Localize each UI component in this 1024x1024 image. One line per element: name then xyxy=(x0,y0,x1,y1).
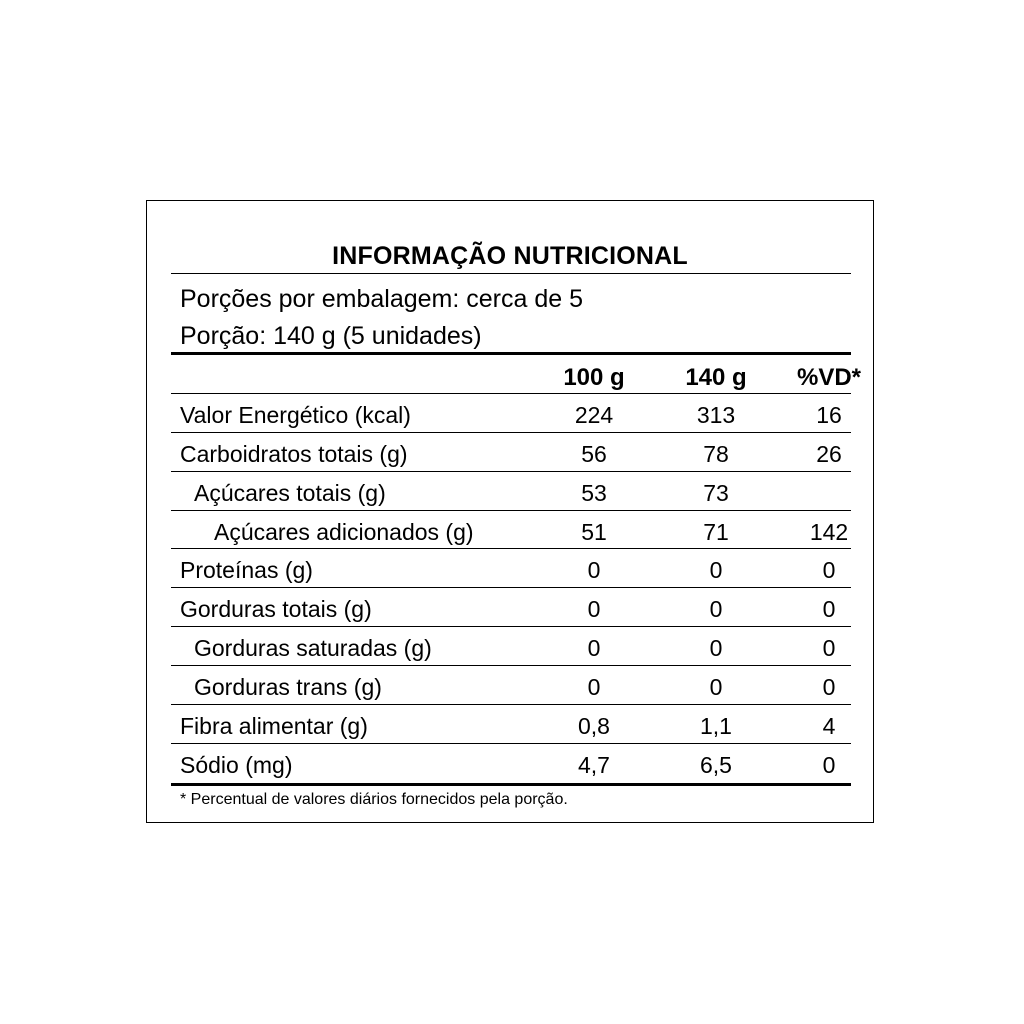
value-per-serving: 71 xyxy=(703,519,729,545)
value-per-serving: 0 xyxy=(709,557,723,583)
column-header-per-serving: 140 g xyxy=(685,364,747,391)
value-per-serving: 0 xyxy=(709,674,723,700)
value-daily-value: 0 xyxy=(822,635,836,661)
panel-title: INFORMAÇÃO NUTRICIONAL xyxy=(332,242,688,270)
table-row xyxy=(171,707,851,745)
table-row xyxy=(171,396,851,434)
table-row xyxy=(171,513,851,551)
row-divider xyxy=(171,548,851,549)
nutrient-name: Fibra alimentar (g) xyxy=(180,713,368,739)
nutrient-name: Valor Energético (kcal) xyxy=(180,402,411,428)
nutrient-name: Carboidratos totais (g) xyxy=(180,441,408,467)
column-header-per-100g: 100 g xyxy=(563,364,625,391)
nutrient-name: Açúcares totais (g) xyxy=(194,480,386,506)
value-daily-value: 0 xyxy=(822,674,836,700)
nutrient-name: Proteínas (g) xyxy=(180,557,313,583)
row-divider xyxy=(171,510,851,511)
row-divider xyxy=(171,743,851,744)
nutrient-name: Açúcares adicionados (g) xyxy=(214,519,474,545)
value-per-100g: 53 xyxy=(581,480,607,506)
serving-size: Porção: 140 g (5 unidades) xyxy=(180,322,482,350)
value-per-100g: 0 xyxy=(587,674,601,700)
table-row xyxy=(171,590,851,628)
row-divider xyxy=(171,471,851,472)
table-row xyxy=(171,474,851,512)
value-daily-value: 0 xyxy=(822,557,836,583)
header-divider xyxy=(171,352,851,355)
column-header-daily-value: %VD* xyxy=(796,364,862,391)
value-per-serving: 78 xyxy=(703,441,729,467)
table-row xyxy=(171,551,851,589)
value-per-100g: 4,7 xyxy=(578,752,610,778)
value-per-100g: 0 xyxy=(587,596,601,622)
nutrient-name: Gorduras totais (g) xyxy=(180,596,372,622)
row-divider xyxy=(171,432,851,433)
value-per-100g: 56 xyxy=(581,441,607,467)
row-divider xyxy=(171,393,851,394)
servings-per-package: Porções por embalagem: cerca de 5 xyxy=(180,285,583,313)
footer-divider xyxy=(171,783,851,786)
value-per-100g: 0 xyxy=(587,635,601,661)
column-header-row xyxy=(171,359,862,397)
value-per-100g: 0,8 xyxy=(578,713,610,739)
table-row xyxy=(171,746,851,784)
value-daily-value: 26 xyxy=(816,441,842,467)
row-divider xyxy=(171,704,851,705)
value-per-100g: 0 xyxy=(587,557,601,583)
nutrition-facts-panel xyxy=(146,200,874,823)
value-per-100g: 224 xyxy=(574,402,614,428)
value-per-serving: 0 xyxy=(709,635,723,661)
value-per-100g: 51 xyxy=(581,519,607,545)
row-divider xyxy=(171,665,851,666)
value-daily-value: 4 xyxy=(822,713,836,739)
row-divider xyxy=(171,587,851,588)
value-per-serving: 1,1 xyxy=(700,713,732,739)
value-daily-value: 142 xyxy=(809,519,849,545)
value-per-serving: 313 xyxy=(696,402,736,428)
value-per-serving: 6,5 xyxy=(700,752,732,778)
value-daily-value: 0 xyxy=(822,752,836,778)
value-daily-value: 0 xyxy=(822,596,836,622)
title-divider xyxy=(171,273,851,274)
footnote: * Percentual de valores diários fornecidos pela porção. xyxy=(180,791,568,808)
table-row xyxy=(171,629,851,667)
nutrient-name: Sódio (mg) xyxy=(180,752,293,778)
nutrient-name: Gorduras trans (g) xyxy=(194,674,382,700)
value-per-serving: 0 xyxy=(709,596,723,622)
value-daily-value: 16 xyxy=(816,402,842,428)
nutrient-name: Gorduras saturadas (g) xyxy=(194,635,432,661)
table-row xyxy=(171,435,851,473)
value-per-serving: 73 xyxy=(703,480,729,506)
table-row xyxy=(171,668,851,706)
row-divider xyxy=(171,626,851,627)
